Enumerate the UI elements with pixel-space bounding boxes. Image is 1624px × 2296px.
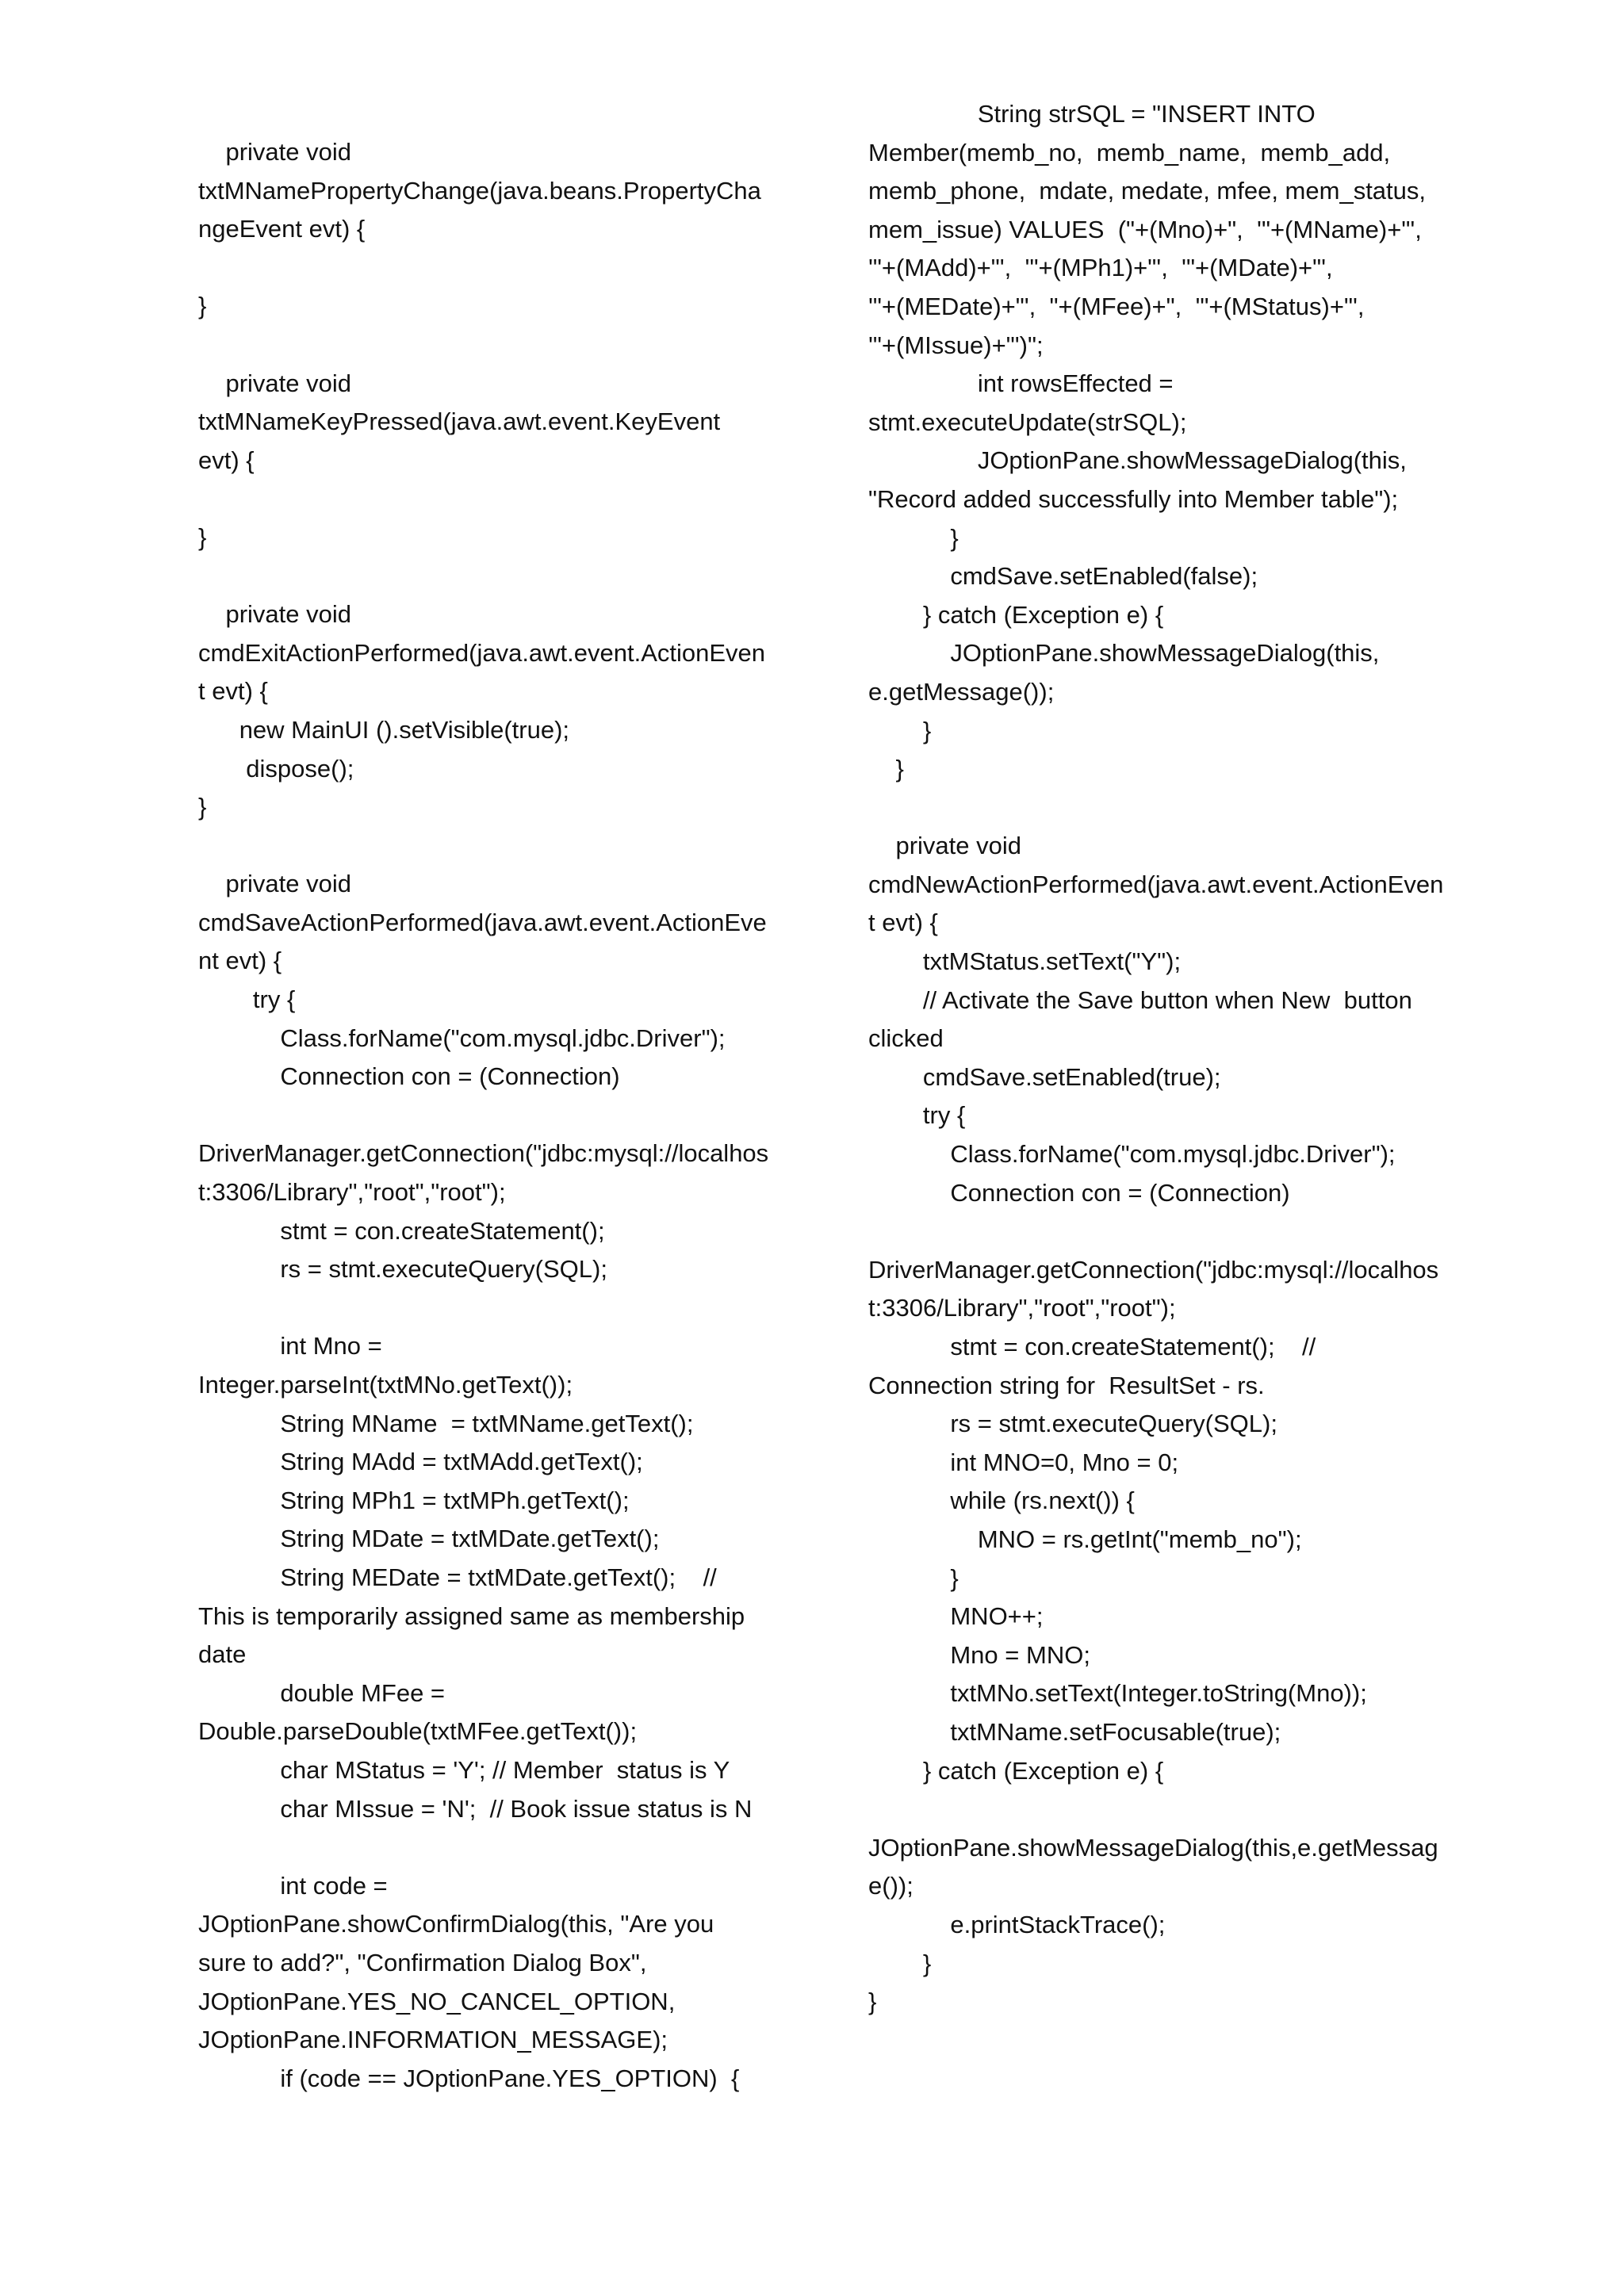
code-column-left: private void txtMNamePropertyChange(java.beans.PropertyChangeEvent evt) { } private void txtMNameKeyPressed(java.awt.event.KeyEvent evt) { } private void cmdExitActionPerformed(java.awt.event.ActionEvent evt) { new MainUI ().setVisible(true); dispose(); } private void cmdSaveActionPerformed(java.awt.event.ActionEvent evt) { try { Class.forName("com.mysql.jdbc.Driver"); Connection con = (Connection) DriverManager.getConnection("jdbc:mysql://localhost:3306/Library","root","root"); stmt = con.createStatement(); rs = stmt.executeQuery(SQL); int Mno = Integer.parseInt(txtMNo.getText()); String MName = txtMName.getText(); String MAdd = txtMAdd.getText(); String MPh1 = txtMPh.getText(); String MDate = txtMDate.getText(); String MEDate = txtMDate.getText(); // This is temporarily assigned same as membership date double MFee = Double.parseDouble(txtMFee.getText()); char MStatus = 'Y'; // Member status is Y char MIssue = 'N'; // Book issue status is N int code = JOptionPane.showConfirmDialog(this, "Are you sure to add?", "Confirmation Dialog Box", JOptionPane.YES_NO_CANCEL_OPTION, JOptionPane.INFORMATION_MESSAGE); if (code == JOptionPane.YES_OPTION) { (198, 138, 769, 2092)
code-column-right: String strSQL = "INSERT INTO Member(memb_no, memb_name, memb_add, memb_phone, mdate, medate, mfee, mem_status, mem_issue) VALUES ("+(Mno)+", '"+(MName)+"', '"+(MAdd)+"', '"+(MPh1)+"', '"+(MDate)+"', '"+(MEDate)+"', "+(MFee)+", '"+(MStatus)+"', '"+(MIssue)+"')"; int rowsEffected = stmt.executeUpdate(strSQL); JOptionPane.showMessageDialog(this, "Record added successfully into Member table"); } cmdSave.setEnabled(false); } catch (Exception e) { JOptionPane.showMessageDialog(this, e.getMessage()); } } private void cmdNewActionPerformed(java.awt.event.ActionEvent evt) { txtMStatus.setText("Y"); // Activate the Save button when New button clicked cmdSave.setEnabled(true); try { Class.forName("com.mysql.jdbc.Driver"); Connection con = (Connection) DriverManager.getConnection("jdbc:mysql://localhost:3306/Library","root","root"); stmt = con.createStatement(); // Connection string for ResultSet - rs. rs = stmt.executeQuery(SQL); int MNO=0, Mno = 0; while (rs.next()) { MNO = rs.getInt("memb_no"); } MNO++; Mno = MNO; txtMNo.setText(Integer.toString(Mno)); txtMName.setFocusable(true); } catch (Exception e) { JOptionPane.showMessageDialog(this,e.getMessage()); e.printStackTrace(); } } (868, 100, 1444, 2016)
